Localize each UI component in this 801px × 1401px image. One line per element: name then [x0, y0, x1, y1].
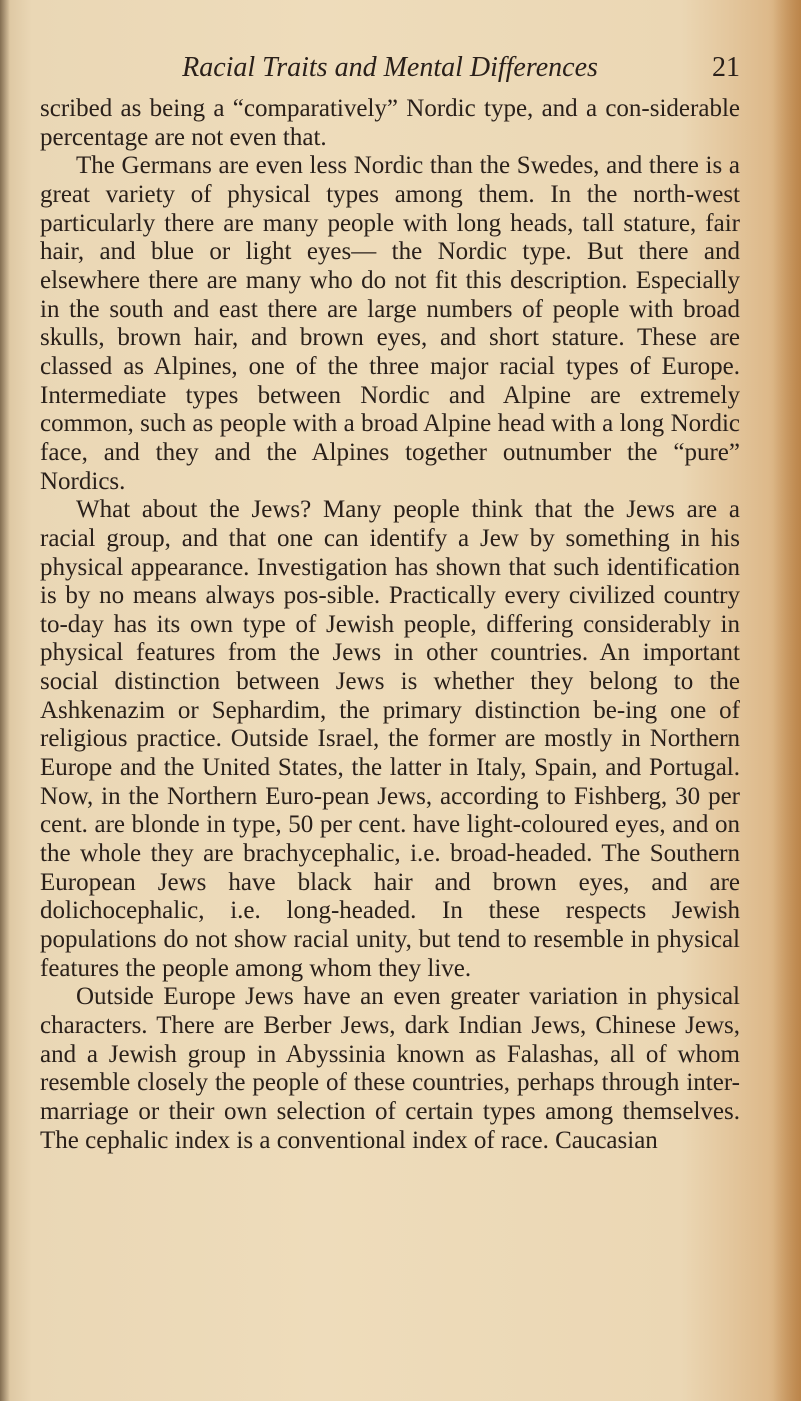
- paragraph-germans: The Germans are even less Nordic than the Swedes, and there is a great variety of physical types among them. In the north-west particularly there are many people with long heads, tall stature, fair hair, and blue or light eyes— the Nordic type. But there and elsewhere there are many who do not fit this description. Especially in the south and east there are large numbers of people with broad skulls, brown hair, and brown eyes, and short stature. These are classed as Alpines, one of the three major racial types of Europe. Intermediate types between Nordic and Alpine are extremely common, such as people with a broad Alpine head with a long Nordic face, and they and the Alpines together outnumber the “pure” Nordics.: [40, 152, 740, 495]
- paragraph-continuation: scribed as being a “comparatively” Nordic type, and a con-siderable percentage are not even that.: [40, 95, 740, 151]
- running-head: [40, 48, 740, 88]
- running-title: Racial Traits and Mental Differences: [182, 52, 598, 83]
- page-edge: [773, 0, 801, 1401]
- paragraph-jews: What about the Jews? Many people think that the Jews are a racial group, and that one can identify a Jew by something in his physical appearance. Investigation has shown that such identification is by no means always pos-sible. Practically every civilized country to-day has its own type of Jewish people, differing considerably in physical features from the Jews in other countries. An important social distinction between Jews is whether they belong to the Ashkenazim or Sephardim, the primary distinction be-ing one of religious practice. Outside Israel, the former are mostly in Northern Europe and the United States, the latter in Italy, Spain, and Portugal. Now, in the Northern Euro-pean Jews, according to Fishberg, 30 per cent. are blonde in type, 50 per cent. have light-coloured eyes, and on the whole they are brachycephalic, i.e. broad-headed. The Southern European Jews have black hair and brown eyes, and are dolichocephalic, i.e. long-headed. In these respects Jewish populations do not show racial unity, but tend to resemble in physical features the people among whom they live.: [40, 496, 740, 982]
- body-text: [40, 95, 740, 1155]
- page-number: 21: [712, 52, 740, 83]
- paragraph-outside-europe: Outside Europe Jews have an even greater variation in physical characters. There are Berber Jews, dark Indian Jews, Chinese Jews, and a Jewish group in Abyssinia known as Falashas, all of whom resemble closely the people of these countries, perhaps through inter-marriage or their own selection of certain types among themselves. The cephalic index is a conventional index of race. Caucasian: [40, 983, 740, 1154]
- page-gutter-shadow: [0, 0, 10, 1401]
